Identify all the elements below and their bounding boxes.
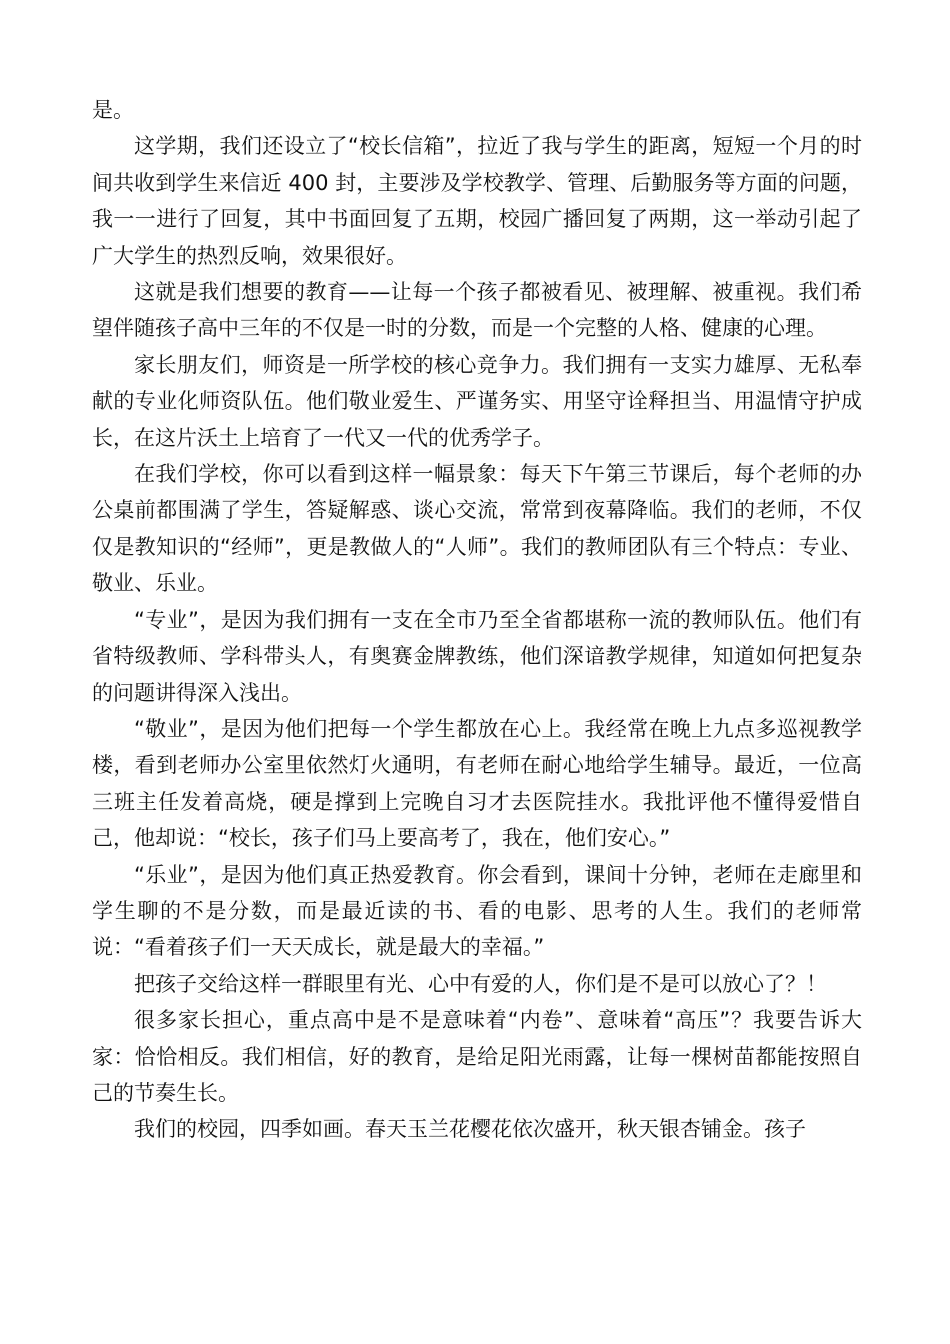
paragraph: 我们的校园，四季如画。春天玉兰花樱花依次盛开，秋天银杏铺金。孩子 xyxy=(134,1117,806,1142)
paragraph: “专业”，是因为我们拥有一支在全市乃至全省都堪称一流的教师队伍。他们有省特级教师、学科带头人，有奥赛金牌教练，他们深谙教学规律，知道如何把复杂的问题讲得深入浅出。 xyxy=(92,607,862,705)
paragraph: 家长朋友们，师资是一所学校的核心竞争力。我们拥有一支实力雄厚、无私奉献的专业化师资队伍。他们敬业爱生、严谨务实、用坚守诠释担当、用温情守护成长，在这片沃土上培育了一代又一代的优秀学子。 xyxy=(92,352,862,450)
paragraph: 在我们学校，你可以看到这样一幅景象：每天下午第三节课后，每个老师的办公桌前都围满了学生，答疑解惑、谈心交流，常常到夜幕降临。我们的老师，不仅仅是教知识的“经师”，更是教做人的“人师”。我们的教师团队有三个特点：专业、敬业、乐业。 xyxy=(92,462,862,596)
paragraph: 这就是我们想要的教育——让每一个孩子都被看见、被理解、被重视。我们希望伴随孩子高中三年的不仅是一时的分数，而是一个完整的人格、健康的心理。 xyxy=(92,280,862,341)
paragraph: 这学期，我们还设立了“校长信箱”，拉近了我与学生的距离，短短一个月的时间共收到学生来信近 400 封，主要涉及学校教学、管理、后勤服务等方面的问题，我一一进行了回复，其中书面回复了五期，校园广播回复了两期，这一举动引起了广大学生的热烈反响，效果很好。 xyxy=(92,134,862,268)
paragraph: 把孩子交给这样一群眼里有光、心中有爱的人，你们是不是可以放心了？！ xyxy=(134,971,827,996)
body-text xyxy=(92,92,862,1148)
paragraph: “敬业”，是因为他们把每一个学生都放在心上。我经常在晚上九点多巡视教学楼，看到老师办公室里依然灯火通明，有老师在耐心地给学生辅导。最近，一位高三班主任发着高烧，硬是撑到上完晚自习才去医院挂水。我批评他不懂得爱惜自己，他却说：“校长，孩子们马上要高考了，我在，他们安心。” xyxy=(92,716,862,851)
paragraph: 很多家长担心，重点高中是不是意味着“内卷”、意味着“高压”？我要告诉大家：恰恰相反。我们相信，好的教育，是给足阳光雨露，让每一棵树苗都能按照自己的节奏生长。 xyxy=(92,1008,862,1105)
paragraph: “乐业”，是因为他们真正热爱教育。你会看到，课间十分钟，老师在走廊里和学生聊的不是分数，而是最近读的书、看的电影、思考的人生。我们的老师常说：“看着孩子们一天天成长，就是最大的幸福。” xyxy=(92,862,862,960)
paragraph: 是。 xyxy=(92,98,134,122)
